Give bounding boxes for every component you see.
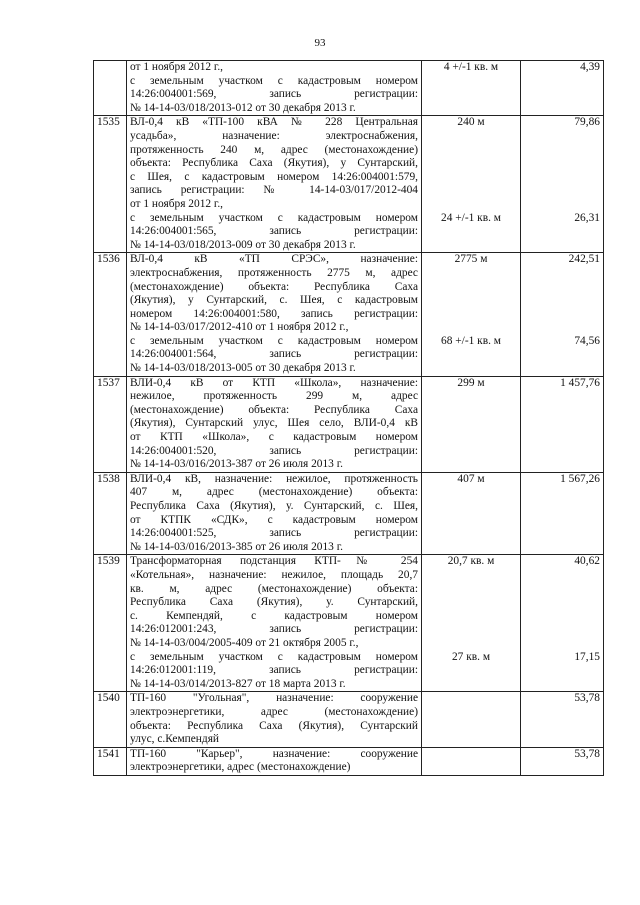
cost-value: 53,78 [574,692,600,705]
cost-value [524,144,600,158]
description-line: ВЛ-0,4 кВ «ТП-100 кВА № 228 Центральная [130,116,418,129]
description-line: объекта: Республика Саха (Якутия), у Сунтарский, [130,157,418,170]
cost-value [524,171,600,185]
property-registry-table [93,60,604,776]
area-cell [422,747,521,775]
description-line: ВЛ-0,4 кВ «ТП СРЭС», назначение: [130,253,418,266]
description-line: с земельным участком с кадастровым номером [130,74,418,87]
area-cell [422,116,521,253]
area-cell [422,692,521,747]
description-line: № 14-14-03/014/2013-827 от 18 марта 2013 г. [130,677,346,690]
description-line: с земельным участком с кадастровым номером [130,650,418,663]
area-value [425,267,517,281]
area-value [425,157,517,171]
cost-value [524,583,600,597]
cost-value [524,569,600,583]
cost-value: 74,56 [574,334,600,347]
row-number: 1539 [94,555,127,692]
cost-value [524,281,600,295]
description-line: электроэнергетики, адрес (местонахождение) [130,761,351,774]
description-line: от 1 ноября 2012 г., [130,61,224,73]
area-value: 27 кв. м [451,650,491,663]
area-value [425,281,517,295]
area-value [425,748,517,762]
description-line: кв. м, адрес (местонахождение) объекта: [130,582,418,595]
cost-value: 4,39 [580,61,600,73]
description-line: 14:26:004001:520, запись регистрации: [130,444,418,457]
cost-value: 1 567,26 [560,472,600,485]
area-value: 20,7 кв. м [447,555,495,568]
description-line: объекта: Республика Саха (Якутия), Сунтарский [130,719,418,732]
area-cell [422,253,521,376]
table-row [94,747,604,775]
area-value [425,130,517,144]
area-value [425,596,517,610]
description-line: № 14-14-03/018/2013-005 от 30 декабря 2013 г. [130,362,356,375]
object-description [127,116,422,253]
area-cell [422,376,521,472]
description-line: 14:26:004001:564, запись регистрации: [130,348,418,361]
area-value [425,610,517,624]
description-line: № 14-14-03/004/2005-409 от 21 октября 2005 г., [130,636,359,649]
description-line: электроэнергетики, адрес (местонахождение) [130,705,418,718]
cost-cell [521,555,604,692]
table-row [94,555,604,692]
description-line: № 14-14-03/016/2013-385 от 26 июля 2013 г. [130,540,343,553]
area-value [425,198,517,212]
area-value [425,569,517,583]
row-number: 1540 [94,692,127,747]
cost-value [524,308,600,322]
table-row [94,472,604,555]
area-value [425,321,517,335]
description-line: 14:26:004001:569, запись регистрации: [130,88,418,101]
area-value [425,308,517,322]
cost-cell [521,61,604,116]
description-line: 14:26:012001:243, запись регистрации: [130,623,418,636]
description-line: Трансформаторная подстанция КТП-№ 254 [130,555,418,568]
cost-value [524,610,600,624]
area-value [425,583,517,597]
area-value [425,184,517,198]
area-value [425,171,517,185]
area-value: 2775 м [454,253,488,266]
cost-cell [521,472,604,555]
area-value [425,623,517,637]
area-value: 4 +/-1 кв. м [443,61,499,73]
table-row [94,692,604,747]
description-line: от КТП «Школа», с кадастровым номером [130,431,418,444]
object-description [127,472,422,555]
cost-cell [521,253,604,376]
description-line: (местонахождение) объекта: Республика Саха [130,280,418,293]
description-line: Республика Саха (Якутия), у. Сунтарский, с. Шея, [130,500,418,512]
description-line: номером 14:26:004001:580, запись регистрации: [130,307,418,320]
object-description [127,376,422,472]
cost-value [524,637,600,651]
row-number: 1541 [94,747,127,775]
cost-value: 40,62 [574,555,600,568]
cost-value: 79,86 [574,116,600,129]
description-line: ТП-160 "Угольная", назначение: сооружение [130,692,418,705]
description-line: 14:26:004001:525, запись регистрации: [130,527,418,540]
area-value: 407 м [457,472,485,485]
cost-value: 17,15 [574,650,600,663]
area-cell [422,472,521,555]
cost-value [524,184,600,198]
cost-value: 26,31 [574,211,600,224]
description-line: от 1 ноября 2012 г., [130,197,224,210]
row-number: 1537 [94,376,127,472]
row-number: 1535 [94,116,127,253]
area-cell [422,61,521,116]
cost-value [524,294,600,308]
description-line: 407 м, адрес (местонахождение) объекта: [130,486,418,499]
object-description [127,747,422,775]
cost-value: 1 457,76 [560,376,600,389]
description-line: нежилое, протяженность 299 м, адрес [130,390,418,403]
area-value: 299 м [457,376,485,389]
description-line: № 14-14-03/017/2012-410 от 1 ноября 2012 г., [130,321,349,334]
area-value [425,294,517,308]
description-line: № 14-14-03/018/2013-009 от 30 декабря 2013 г. [130,238,356,251]
cost-cell [521,116,604,253]
row-number: 1538 [94,472,127,555]
row-number [94,61,127,116]
description-line: «Котельная», назначение: нежилое, площадь 20,7 [130,568,418,581]
area-value: 68 +/-1 кв. м [441,334,501,347]
description-line: улус, с.Кемпендяй [130,733,220,746]
object-description [127,692,422,747]
description-line: ТП-160 "Карьер", назначение: сооружение [130,747,418,760]
description-line: ВЛИ-0,4 кВ, назначение: нежилое, протяженность [130,472,418,485]
cost-value [524,198,600,212]
description-line: (местонахождение) объекта: Республика Саха [130,403,418,416]
description-line: с. Кемпендяй, с кадастровым номером [130,609,418,622]
cost-value [524,321,600,335]
cost-value [524,596,600,610]
area-cell [422,555,521,692]
description-line: Республика Саха (Якутия), у. Сунтарский, [130,596,418,609]
area-value: 24 +/-1 кв. м [441,211,501,224]
description-line: 14:26:012001:119, запись регистрации: [130,664,418,677]
table-body [94,61,604,776]
cost-value [524,157,600,171]
cost-cell [521,692,604,747]
table-row [94,253,604,376]
description-line: от КТПК «СДК», с кадастровым номером [130,513,418,526]
object-description [127,253,422,376]
row-number: 1536 [94,253,127,376]
table-row [94,376,604,472]
object-description [127,555,422,692]
description-line: электроснабжения, протяженность 2775 м, адрес [130,266,418,279]
table-row [94,116,604,253]
description-line: (Якутия), Сунтарский улус, Шея село, ВЛИ-0,4 кВ [130,417,418,430]
cost-cell [521,376,604,472]
description-line: с Шея, с кадастровым номером 14:26:004001:579, [130,170,418,183]
description-line: № 14-14-03/018/2013-012 от 30 декабря 2013 г. [130,101,356,114]
table-row [94,61,604,116]
description-line: 14:26:004001:565, запись регистрации: [130,225,418,238]
cost-value [524,267,600,281]
description-line: усадьба», назначение: электроснабжения, [130,129,418,142]
cost-value [524,130,600,144]
area-value [425,637,517,651]
area-value [425,144,517,158]
object-description [127,61,422,116]
description-line: с земельным участком с кадастровым номером [130,334,418,347]
cost-value: 53,78 [574,747,600,760]
cost-value: 242,51 [568,253,600,266]
area-value [425,692,517,706]
description-line: ВЛИ-0,4 кВ от КТП «Школа», назначение: [130,376,418,389]
cost-value [524,623,600,637]
cost-cell [521,747,604,775]
description-line: № 14-14-03/016/2013-387 от 26 июля 2013 г. [130,458,343,471]
page-number: 93 [314,37,326,49]
area-value: 240 м [457,116,485,129]
description-line: (Якутия), у Сунтарский, с. Шея, с кадастровым [130,294,418,307]
description-line: с земельным участком с кадастровым номером [130,211,418,224]
description-line: запись регистрации: № 14-14-03/017/2012-404 [130,184,418,197]
description-line: протяженность 240 м, адрес (местонахождение) [130,143,418,156]
